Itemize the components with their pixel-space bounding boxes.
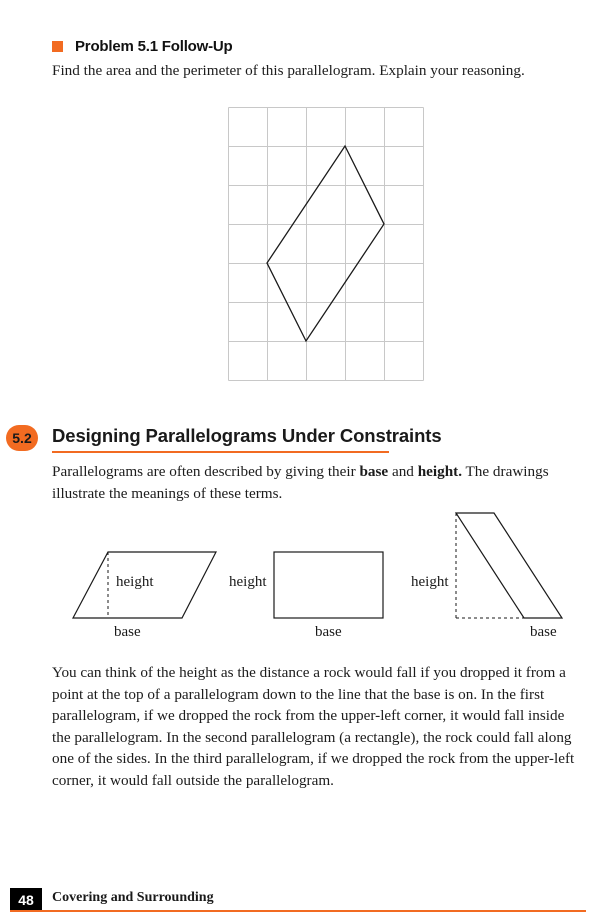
intro-text-2: and [388,463,418,480]
section-number-badge: 5.2 [6,425,38,451]
followup-heading [52,38,232,55]
footer-rule [10,910,586,912]
section-title: Designing Parallelograms Under Constraints [52,425,442,446]
diagram-2-rectangle [274,552,383,618]
followup-title: Problem 5.1 Follow-Up [75,38,233,55]
grid-lines [229,108,424,381]
diagram-3-height-label: height [411,574,449,590]
diagram-1-height-label: height [116,574,154,590]
intro-text-3: The drawings illustrate the meanings of these terms. [52,463,549,502]
diagram-3-parallelogram [456,513,562,618]
book-title: Covering and Surrounding [52,890,214,905]
term-base: base [359,463,389,480]
followup-prompt: Find the area and the perimeter of this parallelogram. Explain your reasoning. [52,62,525,79]
term-height: height. [417,463,462,480]
intro-text-1: Parallelograms are often described by giving their [52,463,360,480]
diagram-1-base-label: base [114,624,141,640]
explanation-paragraph: You can think of the height as the distance a rock would fall if you dropped it from a point at the top of a parallelogram down to the line that the base is on. In the first parallelogram, if we dropped the rock from the upper-left corner, it would fall inside the parallelogram. In the second parallelogram (a rectangle), the rock could fall along one of the sides. In the third parallelogram, if we dropped the rock from the upper-left corner, it would fall outside the parallelogram. [52,664,575,789]
diagram-2-height-label: height [229,574,267,590]
diagram-2-base-label: base [315,624,342,640]
page-number: 48 [10,888,42,912]
section-title-underline [52,451,389,453]
parallelogram-shape [267,146,384,341]
orange-square-icon [52,41,63,52]
diagram-3-base-label: base [530,624,557,640]
intro-paragraph [52,461,592,504]
base-height-diagrams [0,505,600,630]
grid-parallelogram-figure [228,107,424,381]
